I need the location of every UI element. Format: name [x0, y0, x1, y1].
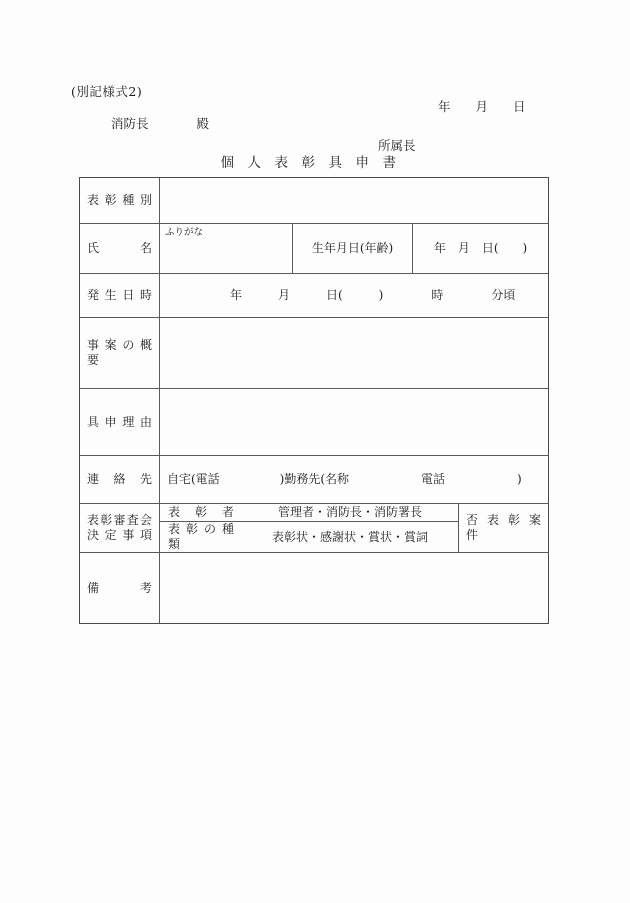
awarder-label-cell: 表 彰 者 [168, 505, 234, 519]
table-row-award-type [80, 178, 548, 224]
row-label-name: 氏 名 [80, 224, 160, 273]
contact-value-cell: 自宅(電話 )勤務先(名称 電話 ) [167, 472, 522, 486]
award-kind-options-cell: 表彰状・感謝状・賞状・賞詞 [271, 529, 428, 544]
row-label-committee: 表彰審査会 決 定 事 項 [80, 504, 160, 552]
case-summary-cell [160, 318, 548, 388]
award-type-value-cell [160, 178, 548, 223]
furigana-label: ふりがな [165, 227, 204, 238]
reason-cell [160, 389, 548, 455]
table-row-committee [80, 504, 548, 553]
honorific-label: 殿 [196, 116, 210, 131]
addressee-title: 消防長 [111, 116, 149, 131]
table-row-case-summary [80, 318, 548, 389]
row-label-remarks: 備 考 [80, 553, 160, 623]
table-row-remarks [80, 553, 548, 623]
committee-award-kind-row [160, 522, 458, 552]
committee-subtable [160, 504, 459, 552]
document-title: 個人表彰具申書 [220, 155, 410, 171]
birth-date-header-cell: 生年月日(年齢) [293, 224, 413, 273]
row-label-reason: 具 申 理 由 [80, 389, 160, 455]
row-label-contact: 連 絡 先 [80, 456, 160, 503]
name-value-cell [160, 224, 293, 273]
form-style-note: (別記様式2) [71, 84, 143, 99]
row-label-award-type: 表 彰 種 別 [80, 178, 160, 223]
commendation-form-table [79, 177, 549, 624]
committee-awarder-row [160, 504, 458, 522]
submitter-label: 所属長 [378, 138, 416, 153]
table-row-occurrence [80, 274, 548, 318]
table-row-contact [80, 456, 548, 504]
date-line: 年 月 日 [438, 99, 526, 114]
addressee-line [111, 114, 209, 132]
birth-date-value-cell: 年 月 日( ) [433, 241, 528, 255]
award-kind-label-cell: 表 彰 の 種 類 [168, 522, 238, 551]
awarder-options-cell: 管理者・消防長・消防署長 [277, 505, 422, 519]
rejection-case-cell: 否 表 彰 案 件 [466, 513, 545, 542]
occurrence-datetime-cell: 年 月 日( ) 時 分頃 [230, 288, 516, 302]
table-row-name [80, 224, 548, 274]
remarks-cell [160, 553, 548, 623]
row-label-occurrence: 発 生 日 時 [80, 274, 160, 317]
table-row-reason [80, 389, 548, 456]
row-label-case-summary: 事 案 の 概 要 [80, 318, 160, 388]
